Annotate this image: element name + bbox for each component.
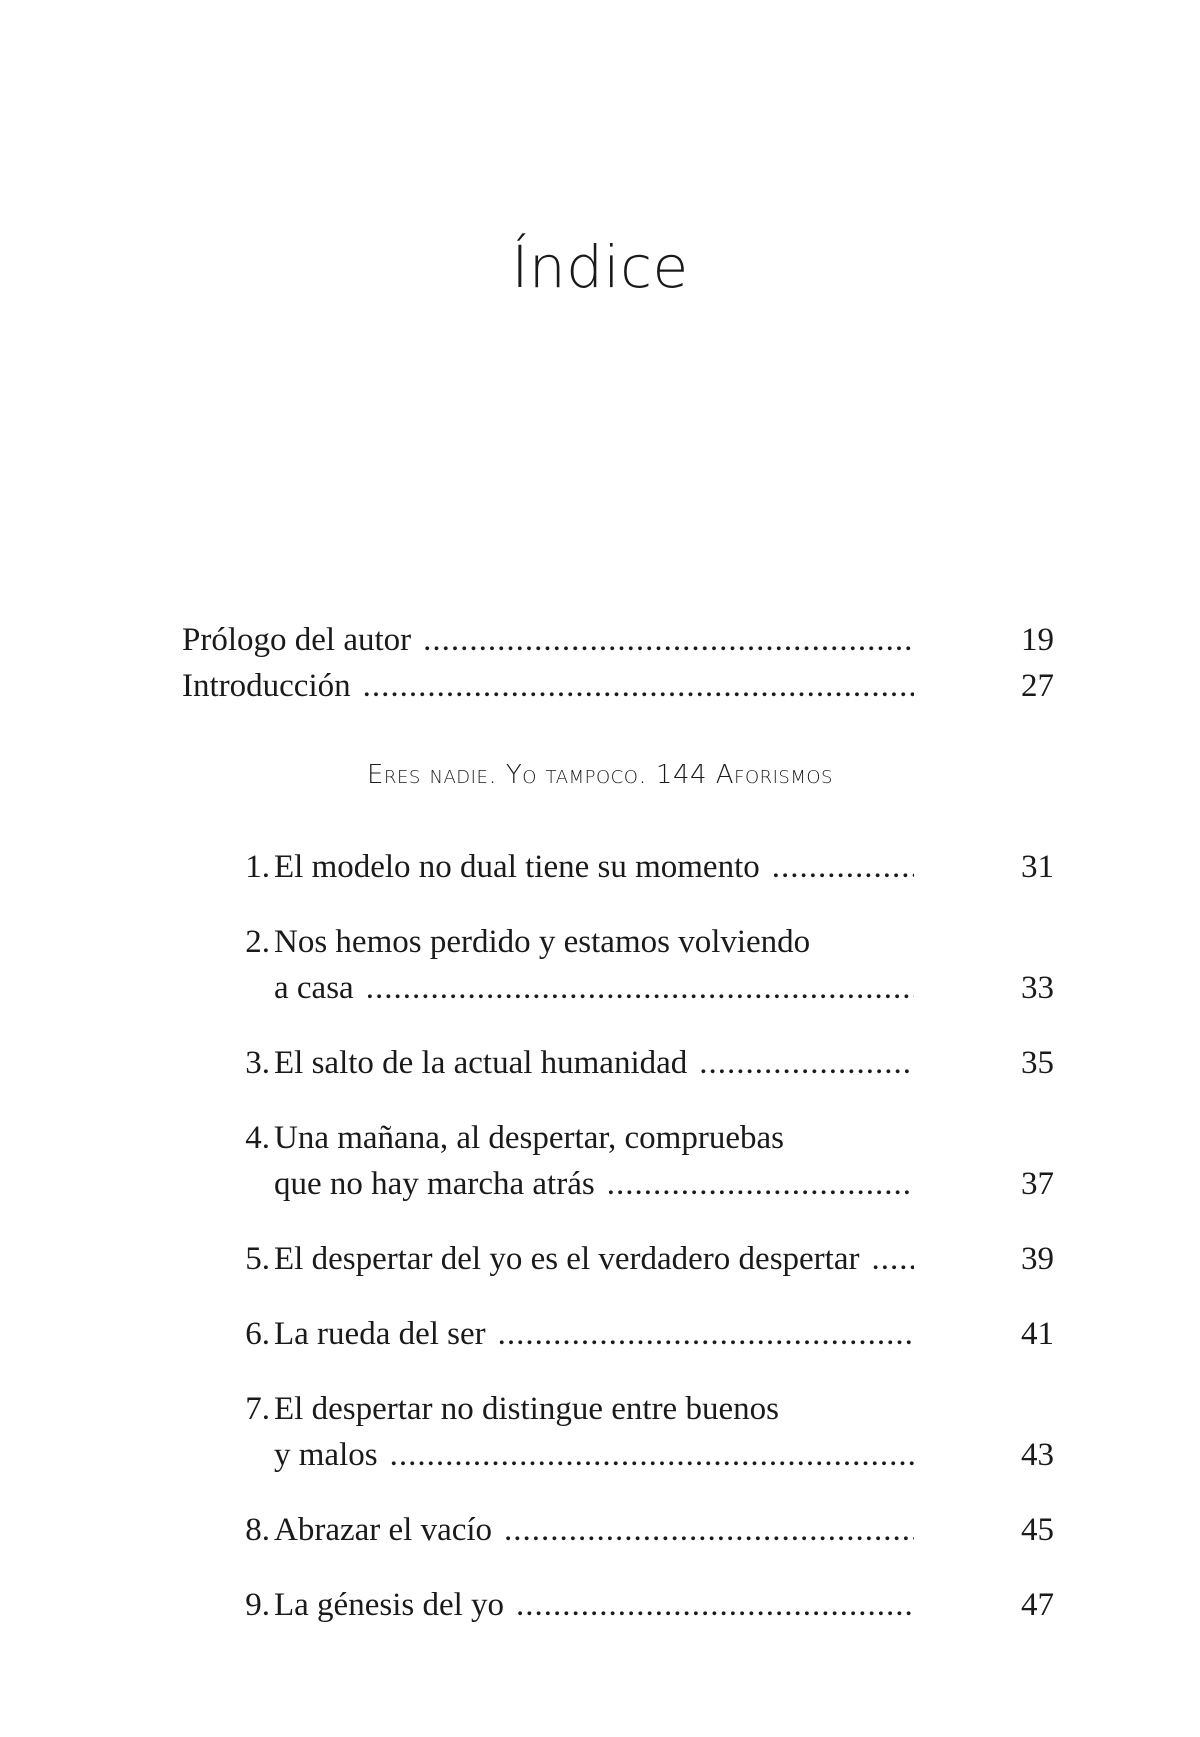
page-number: 19 [1021, 622, 1054, 658]
page-number: 35 [1021, 1045, 1054, 1081]
page-number: 41 [1021, 1316, 1054, 1352]
toc-entry-title [274, 1508, 914, 1552]
toc-entry-9[interactable] [182, 1583, 1054, 1627]
toc-entry-label: El despertar del yo es el verdadero despertar [274, 1241, 860, 1277]
toc-entry-label: La génesis del yo [274, 1587, 505, 1623]
entry-number: 9. [245, 1587, 270, 1623]
entry-number: 7. [245, 1391, 270, 1427]
toc-entry-title [274, 1041, 914, 1085]
toc-entry-prologo[interactable] [182, 618, 1054, 662]
dot-leader [772, 845, 914, 889]
page-number: 27 [1021, 668, 1054, 704]
toc-entry-label: y malos [274, 1437, 378, 1473]
toc-entry-5[interactable] [182, 1237, 1054, 1281]
toc-entry-8[interactable] [182, 1508, 1054, 1552]
page-number: 47 [1021, 1587, 1054, 1623]
entry-number: 1. [245, 849, 270, 885]
toc-entry-title-line1 [274, 920, 810, 964]
entry-number: 4. [245, 1120, 270, 1156]
dot-leader [504, 1508, 914, 1552]
dot-leader [366, 966, 914, 1010]
toc-entry-title-line2 [274, 966, 914, 1010]
toc-entry-title-line1 [274, 1116, 784, 1160]
toc-entry-label: Prólogo del autor [182, 622, 412, 658]
toc-entry-label: Introducción [182, 668, 351, 704]
entry-number: 5. [245, 1241, 270, 1277]
page-number: 33 [1021, 970, 1054, 1006]
toc-entry-label: El despertar no distingue entre buenos [274, 1391, 779, 1427]
toc-entry-2-continued[interactable] [182, 966, 1054, 1010]
toc-entry-4[interactable] [182, 1116, 1054, 1160]
toc-entry-title-line2 [274, 1162, 914, 1206]
dot-leader [423, 618, 914, 662]
toc-entry-label: Nos hemos perdido y estamos volviendo [274, 924, 811, 960]
toc-entry-title [274, 1237, 914, 1281]
toc-entry-title-line2 [274, 1433, 914, 1477]
page-number: 39 [1021, 1241, 1054, 1277]
dot-leader [390, 1433, 914, 1477]
dot-leader [516, 1583, 914, 1627]
entry-number: 6. [245, 1316, 270, 1352]
section-heading [0, 760, 1200, 790]
section-heading-text: Eres nadie. Yo tampoco. 144 Aforismos [367, 760, 833, 790]
entry-number: 8. [245, 1512, 270, 1548]
toc-entry-3[interactable] [182, 1041, 1054, 1085]
toc-entry-6[interactable] [182, 1312, 1054, 1356]
toc-entry-label: Abrazar el vacío [274, 1512, 493, 1548]
toc-entry-title [274, 1312, 914, 1356]
toc-entry-introduccion[interactable] [182, 664, 1054, 708]
toc-entry-4-continued[interactable] [182, 1162, 1054, 1206]
toc-entry-7[interactable] [182, 1387, 1054, 1431]
toc-entry-label: que no hay marcha atrás [274, 1166, 595, 1202]
entry-number: 3. [245, 1045, 270, 1081]
toc-entry-1[interactable] [182, 845, 1054, 889]
dot-leader [699, 1041, 914, 1085]
page-number: 31 [1021, 849, 1054, 885]
toc-entry-label: La rueda del ser [274, 1316, 486, 1352]
toc-entry-title-line1 [274, 1387, 779, 1431]
toc-entry-title [182, 664, 914, 708]
toc-entry-label: El salto de la actual humanidad [274, 1045, 688, 1081]
page-number: 45 [1021, 1512, 1054, 1548]
dot-leader [498, 1312, 914, 1356]
dot-leader [607, 1162, 914, 1206]
toc-entry-label: El modelo no dual tiene su momento [274, 849, 760, 885]
toc-entry-label: a casa [274, 970, 354, 1006]
page-title: Índice [511, 233, 689, 301]
entry-number: 2. [245, 924, 270, 960]
toc-entry-title [274, 845, 914, 889]
page-number: 43 [1021, 1437, 1054, 1473]
toc-entry-title [274, 1583, 914, 1627]
toc-entry-2[interactable] [182, 920, 1054, 964]
toc-entry-title [182, 618, 914, 662]
toc-entry-label: Una mañana, al despertar, compruebas [274, 1120, 784, 1156]
dot-leader [363, 664, 914, 708]
page-number: 37 [1021, 1166, 1054, 1202]
dot-leader [871, 1237, 914, 1281]
toc-entry-7-continued[interactable] [182, 1433, 1054, 1477]
